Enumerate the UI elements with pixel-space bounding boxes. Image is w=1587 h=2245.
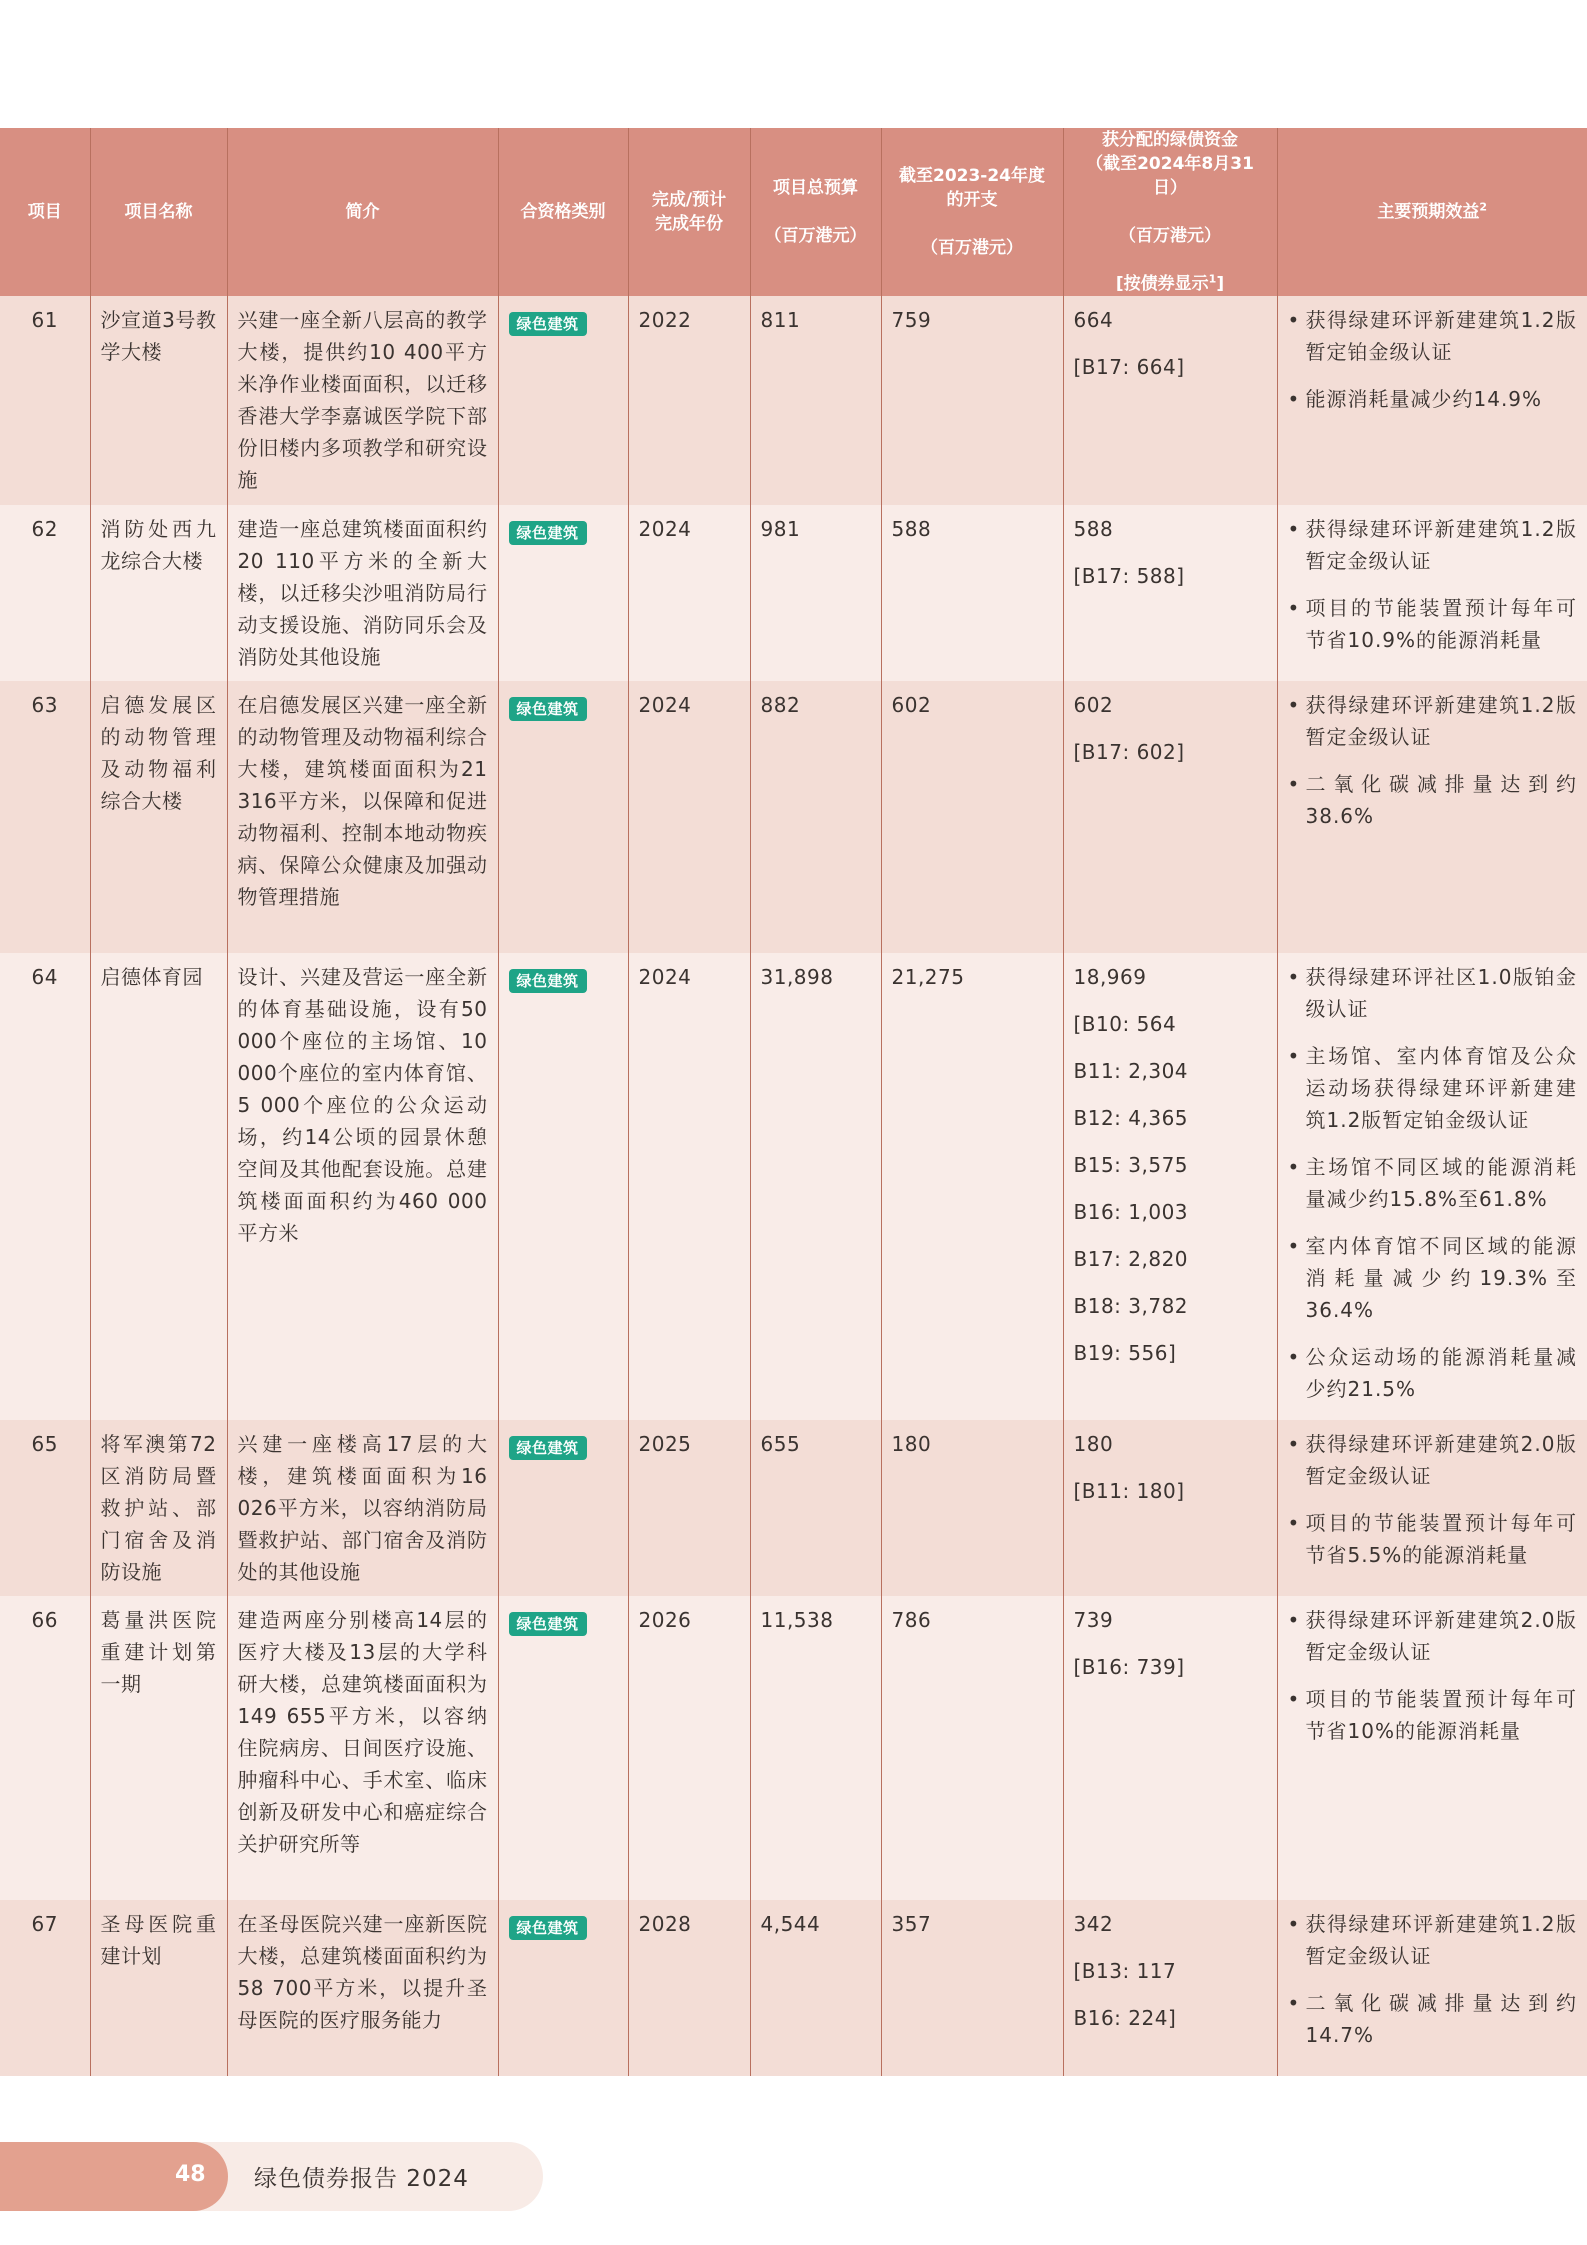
allocation-line: 180 bbox=[1073, 1432, 1114, 1456]
allocation-line: 664 bbox=[1073, 308, 1114, 332]
table-header-row bbox=[0, 128, 1587, 296]
allocation-cell bbox=[1063, 296, 1277, 505]
completion-year: 2028 bbox=[628, 1900, 750, 2076]
allocation-line: B11: 2,304 bbox=[1073, 1059, 1189, 1083]
project-description: 兴建一座楼高17层的大楼，建筑楼面面积为16 026平方米，以容纳消防局暨救护站、部门宿舍及消防处的其他设施 bbox=[227, 1420, 498, 1596]
benefit-item: • 能源消耗量减少约14.9% bbox=[1288, 383, 1578, 415]
allocation-line: B19: 556] bbox=[1073, 1341, 1177, 1365]
category-cell bbox=[498, 1900, 628, 2076]
allocation-cell bbox=[1063, 1900, 1277, 2076]
benefits-cell bbox=[1277, 505, 1587, 681]
allocation-line: B12: 4,365 bbox=[1073, 1106, 1189, 1130]
benefits-cell bbox=[1277, 1900, 1587, 2076]
report-title: 绿色债券报告 2024 bbox=[254, 2166, 469, 2192]
header-year: 完成/预计 完成年份 bbox=[628, 128, 750, 296]
benefit-item: • 项目的节能装置预计每年可节省10.9%的能源消耗量 bbox=[1288, 592, 1578, 656]
item-number: 67 bbox=[0, 1900, 90, 2076]
category-cell bbox=[498, 296, 628, 505]
category-cell bbox=[498, 1420, 628, 1596]
total-budget: 31,898 bbox=[750, 953, 881, 1420]
table-row bbox=[0, 681, 1587, 953]
expenditure: 180 bbox=[881, 1420, 1063, 1596]
header-name: 项目名称 bbox=[90, 128, 227, 296]
completion-year: 2022 bbox=[628, 296, 750, 505]
total-budget: 981 bbox=[750, 505, 881, 681]
benefit-item: • 公众运动场的能源消耗量减少约21.5% bbox=[1288, 1341, 1578, 1405]
project-description: 建造两座分别楼高14层的医疗大楼及13层的大学科研大楼，总建筑楼面面积为149 655平方米，以容纳住院病房、日间医疗设施、肿瘤科中心、手术室、临床创新及研发中心和癌症综合关护研究所等 bbox=[227, 1596, 498, 1900]
category-cell bbox=[498, 1596, 628, 1900]
benefit-item: • 获得绿建环评新建建筑2.0版暂定金级认证 bbox=[1288, 1604, 1578, 1668]
category-badge: 绿色建筑 bbox=[509, 1916, 587, 1940]
item-number: 62 bbox=[0, 505, 90, 681]
completion-year: 2024 bbox=[628, 681, 750, 953]
allocation-line: [B11: 180] bbox=[1073, 1479, 1185, 1503]
allocation-cell bbox=[1063, 1420, 1277, 1596]
benefit-item: • 获得绿建环评新建建筑1.2版暂定金级认证 bbox=[1288, 1908, 1578, 1972]
item-number: 65 bbox=[0, 1420, 90, 1596]
table-row bbox=[0, 1596, 1587, 1900]
project-description: 设计、兴建及营运一座全新的体育基础设施，设有50 000个座位的主场馆、10 000个座位的室内体育馆、5 000个座位的公众运动场，约14公顷的园景休憩空间及其他配套设施。总建筑楼面面积约为460 000平方米 bbox=[227, 953, 498, 1420]
allocation-cell bbox=[1063, 681, 1277, 953]
benefit-item: • 二氧化碳减排量达到约14.7% bbox=[1288, 1987, 1578, 2051]
table-body bbox=[0, 296, 1587, 2076]
table-row bbox=[0, 505, 1587, 681]
completion-year: 2026 bbox=[628, 1596, 750, 1900]
total-budget: 882 bbox=[750, 681, 881, 953]
allocation-cell bbox=[1063, 953, 1277, 1420]
expenditure: 759 bbox=[881, 296, 1063, 505]
category-cell bbox=[498, 953, 628, 1420]
completion-year: 2024 bbox=[628, 505, 750, 681]
allocation-line: [B17: 664] bbox=[1073, 355, 1185, 379]
project-name: 启德体育园 bbox=[90, 953, 227, 1420]
allocation-cell bbox=[1063, 1596, 1277, 1900]
allocation-line: 739 bbox=[1073, 1608, 1114, 1632]
allocation-line: B18: 3,782 bbox=[1073, 1294, 1189, 1318]
project-name: 将军澳第72区消防局暨救护站、部门宿舍及消防设施 bbox=[90, 1420, 227, 1596]
category-badge: 绿色建筑 bbox=[509, 969, 587, 993]
category-badge: 绿色建筑 bbox=[509, 1612, 587, 1636]
total-budget: 655 bbox=[750, 1420, 881, 1596]
header-desc: 简介 bbox=[227, 128, 498, 296]
header-item: 项目 bbox=[0, 128, 90, 296]
benefit-item: • 二氧化碳减排量达到约38.6% bbox=[1288, 768, 1578, 832]
benefit-item: • 获得绿建环评社区1.0版铂金级认证 bbox=[1288, 961, 1578, 1025]
expenditure: 602 bbox=[881, 681, 1063, 953]
benefits-cell bbox=[1277, 1420, 1587, 1596]
header-budget: 项目总预算 （百万港元） bbox=[750, 128, 881, 296]
item-number: 64 bbox=[0, 953, 90, 1420]
completion-year: 2025 bbox=[628, 1420, 750, 1596]
expenditure: 357 bbox=[881, 1900, 1063, 2076]
benefit-item: • 主场馆不同区域的能源消耗量减少约15.8%至61.8% bbox=[1288, 1151, 1578, 1215]
category-badge: 绿色建筑 bbox=[509, 1436, 587, 1460]
category-badge: 绿色建筑 bbox=[509, 521, 587, 545]
allocation-line: B16: 1,003 bbox=[1073, 1200, 1189, 1224]
total-budget: 4,544 bbox=[750, 1900, 881, 2076]
table-row bbox=[0, 1900, 1587, 2076]
benefits-cell bbox=[1277, 1596, 1587, 1900]
item-number: 66 bbox=[0, 1596, 90, 1900]
benefit-item: • 获得绿建环评新建建筑1.2版暂定铂金级认证 bbox=[1288, 304, 1578, 368]
table-row bbox=[0, 953, 1587, 1420]
allocation-line: 602 bbox=[1073, 693, 1114, 717]
projects-table bbox=[0, 128, 1587, 2076]
project-description: 在圣母医院兴建一座新医院大楼，总建筑楼面面积约为58 700平方米，以提升圣母医院的医疗服务能力 bbox=[227, 1900, 498, 2076]
allocation-line: [B17: 602] bbox=[1073, 740, 1185, 764]
category-cell bbox=[498, 505, 628, 681]
allocation-line: 342 bbox=[1073, 1912, 1114, 1936]
benefit-item: • 获得绿建环评新建建筑2.0版暂定金级认证 bbox=[1288, 1428, 1578, 1492]
benefits-cell bbox=[1277, 681, 1587, 953]
allocation-line: [B10: 564 bbox=[1073, 1012, 1177, 1036]
total-budget: 11,538 bbox=[750, 1596, 881, 1900]
total-budget: 811 bbox=[750, 296, 881, 505]
header-benefits: 主要预期效益$^2$ bbox=[1277, 128, 1587, 296]
header-category: 合资格类别 bbox=[498, 128, 628, 296]
expenditure: 786 bbox=[881, 1596, 1063, 1900]
project-description: 兴建一座全新八层高的教学大楼，提供约10 400平方米净作业楼面面积，以迁移香港大学李嘉诚医学院下部份旧楼内多项教学和研究设施 bbox=[227, 296, 498, 505]
category-cell bbox=[498, 681, 628, 953]
allocation-line: [B13: 117 bbox=[1073, 1959, 1177, 1983]
header-alloc: 获分配的绿债资金 （截至2024年8月31日） （百万港元） [按债券显示$^1$] bbox=[1063, 128, 1277, 296]
project-name: 圣母医院重建计划 bbox=[90, 1900, 227, 2076]
benefit-item: • 主场馆、室内体育馆及公众运动场获得绿建环评新建建筑1.2版暂定铂金级认证 bbox=[1288, 1040, 1578, 1136]
allocation-line: 588 bbox=[1073, 517, 1114, 541]
project-name: 启德发展区的动物管理及动物福利综合大楼 bbox=[90, 681, 227, 953]
allocation-line: B16: 224] bbox=[1073, 2006, 1177, 2030]
table-row bbox=[0, 296, 1587, 505]
project-name: 消防处西九龙综合大楼 bbox=[90, 505, 227, 681]
benefit-item: • 项目的节能装置预计每年可节省10%的能源消耗量 bbox=[1288, 1683, 1578, 1747]
header-spend: 截至2023-24年度 的开支 （百万港元） bbox=[881, 128, 1063, 296]
page-number: 48 bbox=[175, 2162, 206, 2187]
project-name: 沙宣道3号教学大楼 bbox=[90, 296, 227, 505]
table-row bbox=[0, 1420, 1587, 1596]
benefit-item: • 获得绿建环评新建建筑1.2版暂定金级认证 bbox=[1288, 689, 1578, 753]
allocation-line: [B16: 739] bbox=[1073, 1655, 1185, 1679]
benefit-item: • 获得绿建环评新建建筑1.2版暂定金级认证 bbox=[1288, 513, 1578, 577]
benefits-cell bbox=[1277, 296, 1587, 505]
project-name: 葛量洪医院重建计划第一期 bbox=[90, 1596, 227, 1900]
project-description: 建造一座总建筑楼面面积约20 110平方米的全新大楼，以迁移尖沙咀消防局行动支援设施、消防同乐会及消防处其他设施 bbox=[227, 505, 498, 681]
project-description: 在启德发展区兴建一座全新的动物管理及动物福利综合大楼，建筑楼面面积为21 316平方米，以保障和促进动物福利、控制本地动物疾病、保障公众健康及加强动物管理措施 bbox=[227, 681, 498, 953]
category-badge: 绿色建筑 bbox=[509, 697, 587, 721]
allocation-line: B15: 3,575 bbox=[1073, 1153, 1189, 1177]
category-badge: 绿色建筑 bbox=[509, 312, 587, 336]
allocation-cell bbox=[1063, 505, 1277, 681]
item-number: 61 bbox=[0, 296, 90, 505]
benefits-cell bbox=[1277, 953, 1587, 1420]
allocation-line: [B17: 588] bbox=[1073, 564, 1185, 588]
allocation-line: 18,969 bbox=[1073, 965, 1147, 989]
completion-year: 2024 bbox=[628, 953, 750, 1420]
allocation-line: B17: 2,820 bbox=[1073, 1247, 1189, 1271]
item-number: 63 bbox=[0, 681, 90, 953]
expenditure: 588 bbox=[881, 505, 1063, 681]
benefit-item: • 室内体育馆不同区域的能源消耗量减少约19.3%至36.4% bbox=[1288, 1230, 1578, 1326]
expenditure: 21,275 bbox=[881, 953, 1063, 1420]
benefit-item: • 项目的节能装置预计每年可节省5.5%的能源消耗量 bbox=[1288, 1507, 1578, 1571]
